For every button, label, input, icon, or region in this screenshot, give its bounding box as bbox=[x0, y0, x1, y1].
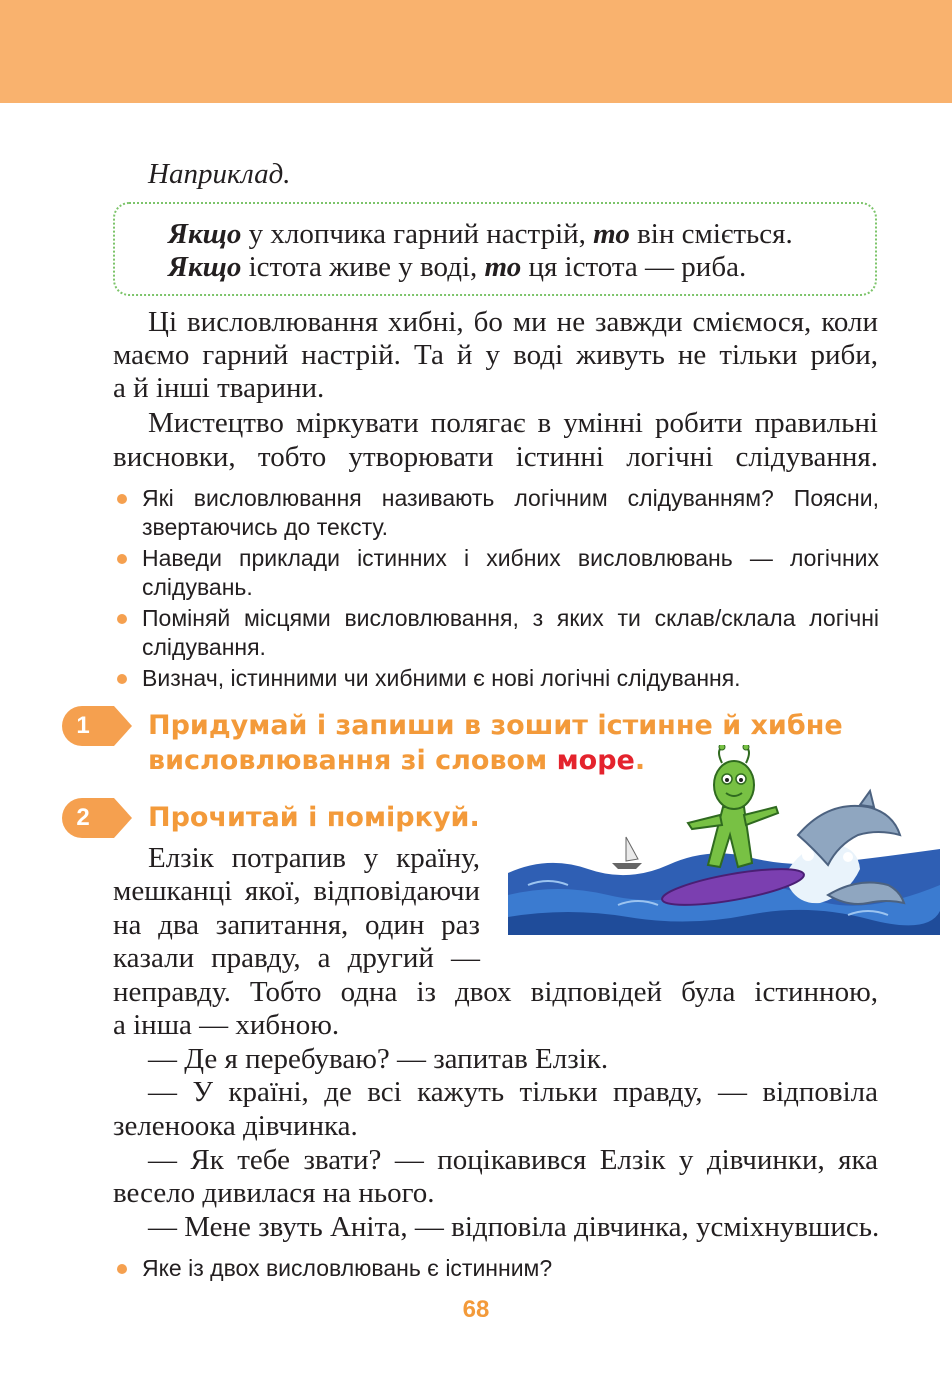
bullet-icon bbox=[117, 554, 127, 564]
story-line: неправду. Тобто одна із двох відповідей була істинною, bbox=[113, 976, 878, 1008]
story-line: казали правду, а другий — bbox=[113, 942, 480, 974]
question-item: Поміняй місцями висловлювання, з яких ти склав/склала логічні слідування. bbox=[117, 604, 879, 662]
top-color-band bbox=[0, 0, 952, 103]
surfing-alien-illustration bbox=[508, 745, 940, 945]
story-line: — Де я перебуваю? — запитав Елзік. bbox=[148, 1043, 609, 1075]
story-line: — У країні, де всі кажуть тільки правду, — відповіла bbox=[148, 1076, 878, 1108]
story-line: — Як тебе звати? — поцікавився Елзік у дівчинки, яка bbox=[148, 1144, 878, 1176]
story-line: — Мене звуть Аніта, — відповіла дівчинка, усміхнувшись. bbox=[148, 1211, 880, 1243]
paragraph-line: висновки, тобто утворювати істинні логічні слідування. bbox=[113, 441, 878, 473]
task-number-badge: 2 bbox=[62, 798, 134, 838]
task-1-title-line: висловлювання зі словом море. bbox=[148, 745, 646, 776]
paragraph-line: маємо гарний настрій. Та й у воді живуть не тільки риби, bbox=[113, 339, 878, 371]
bullet-icon bbox=[117, 674, 127, 684]
bullet-icon bbox=[117, 614, 127, 624]
task-number-badge: 1 bbox=[62, 706, 134, 746]
example-line-2: Якщо істота живе у воді, то ця істота — риба. bbox=[168, 251, 747, 283]
story-line: а інша — хибною. bbox=[113, 1009, 340, 1041]
task-2-title: Прочитай і поміркуй. bbox=[148, 802, 480, 833]
paragraph-line: Ці висловлювання хибні, бо ми не завжди сміємося, коли bbox=[148, 306, 878, 338]
story-line: Елзік потрапив у країну, bbox=[148, 842, 480, 874]
story-line: мешканці якої, відповідаючи bbox=[113, 875, 480, 907]
example-line-1: Якщо у хлопчика гарний настрій, то він сміється. bbox=[168, 218, 793, 250]
question-item: Наведи приклади істинних і хибних висловлювань — логічних слідувань. bbox=[117, 544, 879, 602]
question-item: Які висловлювання називають логічним слідуванням? Поясни, звертаючись до тексту. bbox=[117, 484, 879, 542]
task-1-title-line: Придумай і запиши в зошит істинне й хибне bbox=[148, 710, 843, 741]
example-label: Наприклад. bbox=[148, 158, 291, 190]
story-line: зеленоока дівчинка. bbox=[113, 1110, 358, 1142]
paragraph-line: Мистецтво міркувати полягає в умінні робити правильні bbox=[148, 407, 878, 439]
story-line: на два запитання, один раз bbox=[113, 909, 480, 941]
final-question: Яке із двох висловлювань є істинним? bbox=[117, 1254, 879, 1283]
page-number: 68 bbox=[462, 1296, 490, 1323]
bullet-icon bbox=[117, 494, 127, 504]
question-item: Визнач, істинними чи хибними є нові логічні слідування. bbox=[117, 664, 879, 693]
bullet-icon bbox=[117, 1264, 127, 1274]
highlight-word: море bbox=[556, 745, 635, 776]
paragraph-line: а й інші тварини. bbox=[113, 372, 325, 404]
story-line: весело дивилася на нього. bbox=[113, 1177, 435, 1209]
